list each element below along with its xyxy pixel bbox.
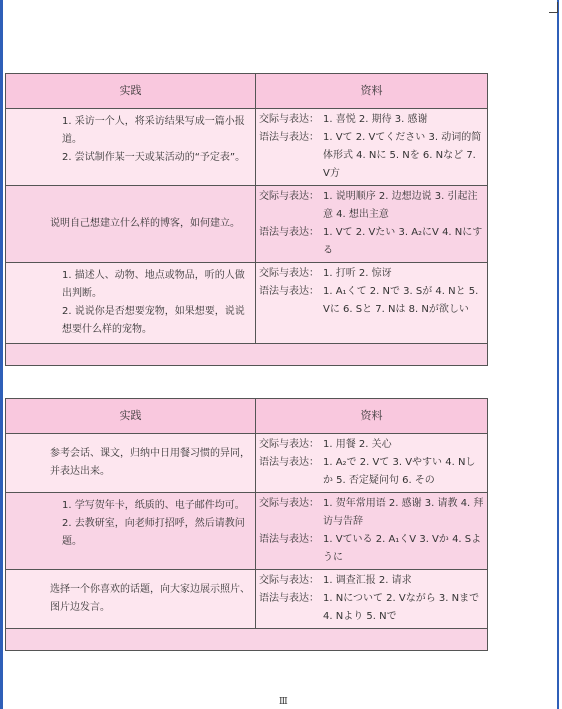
resource-label: 交际与表达： [259,498,319,509]
practice-cell [6,434,256,493]
practice-item: 2. 尝试制作某一天或某活动的“予定表”。 [62,152,246,163]
header-resources: 资料 [256,399,488,434]
resources-cell [256,109,488,186]
resource-value: 1. 说明顺序 2. 边想边说 3. 引起注意 4. 想出主意 [323,191,478,220]
resources-cell [256,493,488,570]
resource-label: 交际与表达： [259,439,319,450]
resource-value: 1. A₂で 2. Vて 3. Vやすい 4. Nしか 5. 否定疑问句 6. その [323,457,476,486]
resource-value: 1. A₁くて 2. Nで 3. Sが 4. Nと 5. Vに 6. Sと 7. Nは 8. Nが欲しい [323,286,479,315]
practice-item: 1. 描述人、动物、地点或物品，听的人做出判断。 [62,270,245,299]
practice-cell [6,109,256,186]
resource-value: 1. Nについて 2. Vながら 3. Nまで 4. Nより 5. Nで [323,593,480,622]
practice-cell [6,493,256,570]
resource-label: 语法与表达： [259,132,319,143]
resource-label: 交际与表达： [259,114,319,125]
resource-label: 语法与表达： [259,227,319,238]
resource-value: 1. Vている 2. A₁くV 3. Vか 4. Sように [323,534,482,563]
table-header-row [6,399,488,434]
resource-label: 交际与表达： [259,268,319,279]
practice-item: 说明自己想建立什么样的博客，如何建立。 [50,218,240,229]
practice-cell [6,263,256,344]
resource-label: 语法与表达： [259,457,319,468]
resource-value: 1. 喜悦 2. 期待 3. 感谢 [323,114,428,125]
page-number: Ⅲ [279,697,288,707]
practice-item: 1. 采访一个人，将采访结果写成一篇小报道。 [62,116,245,145]
resource-value: 1. 用餐 2. 关心 [323,439,392,450]
table-footer-row [6,344,488,366]
curriculum-table-1 [5,73,488,366]
resource-label: 语法与表达： [259,593,319,604]
footer-cell [6,629,488,651]
footer-cell [6,344,488,366]
resource-value: 1. Vて 2. Vてください 3. 动词的简体形式 4. Nに 5. Nを 6. Nなど 7. V方 [323,132,482,179]
table-footer-row [6,629,488,651]
resource-value: 1. 打听 2. 惊讶 [323,268,392,279]
practice-item: 1. 学写贺年卡，纸质的、电子邮件均可。 [62,500,245,511]
resource-label: 交际与表达： [259,575,319,586]
practice-item: 2. 去教研室，向老师打招呼，然后请教问题。 [62,518,245,547]
practice-item: 选择一个你喜欢的话题，向大家边展示照片、图片边发言。 [50,584,250,613]
table-row [6,493,488,570]
table-row [6,570,488,629]
practice-item: 参考会话、课文，归纳中日用餐习惯的异同，并表达出来。 [50,448,250,477]
curriculum-table-2 [5,398,488,651]
resource-value: 1. 调查汇报 2. 请求 [323,575,412,586]
practice-cell [6,186,256,263]
resource-label: 语法与表达： [259,286,319,297]
table-row [6,186,488,263]
resource-value: 1. Vて 2. Vたい 3. A₂にV 4. Nにする [323,227,483,256]
header-practice: 实践 [6,74,256,109]
practice-item: 2. 说说你是否想要宠物，如果想要，说说想要什么样的宠物。 [62,306,245,335]
header-practice: 实践 [6,399,256,434]
table-row [6,263,488,344]
resources-cell [256,570,488,629]
resource-label: 语法与表达： [259,534,319,545]
resource-label: 交际与表达： [259,191,319,202]
resources-cell [256,263,488,344]
resource-value: 1. 贺年常用语 2. 感谢 3. 请教 4. 拜访与告辞 [323,498,484,527]
header-resources: 资料 [256,74,488,109]
resources-cell [256,434,488,493]
table-header-row [6,74,488,109]
table-row [6,434,488,493]
table-row [6,109,488,186]
page-edge-right [557,0,559,709]
page-edge-left [0,0,3,709]
practice-cell [6,570,256,629]
resources-cell [256,186,488,263]
page-corner-mark [549,2,558,13]
